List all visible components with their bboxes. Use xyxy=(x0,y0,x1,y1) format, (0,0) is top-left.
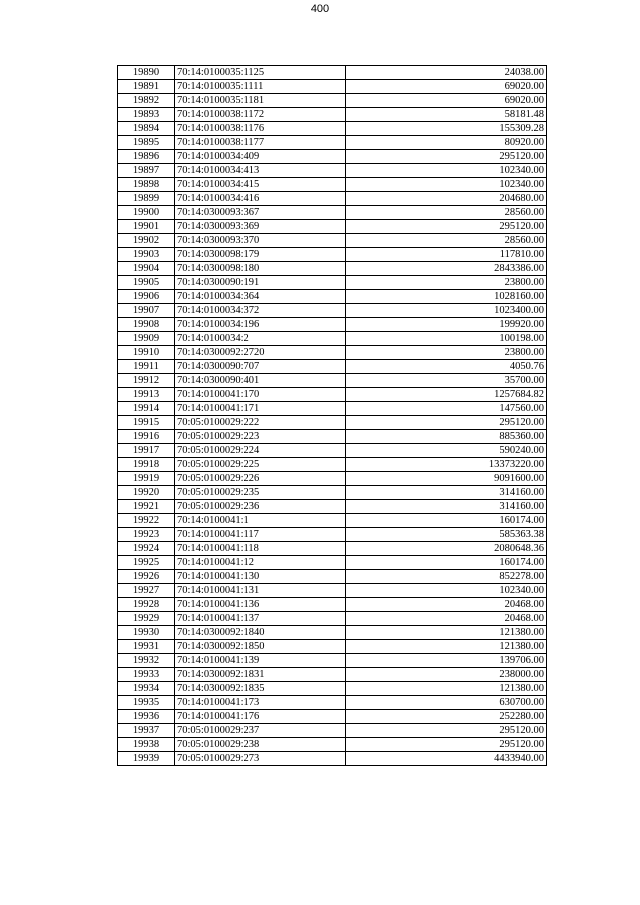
cadastral-value-cell: 852278.00 xyxy=(346,570,547,584)
table-row xyxy=(118,612,547,626)
cadastral-value-cell: 314160.00 xyxy=(346,500,547,514)
cadastral-value-cell: 69020.00 xyxy=(346,80,547,94)
cadastral-number-cell: 70:14:0300090:401 xyxy=(175,374,346,388)
cadastral-number-cell: 70:14:0100041:131 xyxy=(175,584,346,598)
cadastral-value-cell: 121380.00 xyxy=(346,640,547,654)
cadastral-number-cell: 70:14:0100034:413 xyxy=(175,164,346,178)
row-number-cell: 19890 xyxy=(118,66,175,80)
cadastral-value-table xyxy=(117,65,547,766)
row-number-cell: 19913 xyxy=(118,388,175,402)
cadastral-number-cell: 70:05:0100029:226 xyxy=(175,472,346,486)
cadastral-value-cell: 204680.00 xyxy=(346,192,547,206)
cadastral-number-cell: 70:14:0100041:12 xyxy=(175,556,346,570)
row-number-cell: 19894 xyxy=(118,122,175,136)
cadastral-number-cell: 70:14:0300098:180 xyxy=(175,262,346,276)
row-number-cell: 19922 xyxy=(118,514,175,528)
table-row xyxy=(118,444,547,458)
cadastral-value-cell: 160174.00 xyxy=(346,514,547,528)
cadastral-number-cell: 70:14:0300092:1850 xyxy=(175,640,346,654)
cadastral-value-cell: 28560.00 xyxy=(346,234,547,248)
table-row xyxy=(118,430,547,444)
table-row xyxy=(118,276,547,290)
row-number-cell: 19930 xyxy=(118,626,175,640)
cadastral-number-cell: 70:14:0100034:372 xyxy=(175,304,346,318)
cadastral-value-cell: 295120.00 xyxy=(346,738,547,752)
table-row xyxy=(118,136,547,150)
cadastral-number-cell: 70:14:0100041:137 xyxy=(175,612,346,626)
cadastral-number-cell: 70:05:0100029:237 xyxy=(175,724,346,738)
table-row xyxy=(118,94,547,108)
cadastral-value-cell: 58181.48 xyxy=(346,108,547,122)
page-number: 400 xyxy=(310,3,330,15)
cadastral-number-cell: 70:05:0100029:238 xyxy=(175,738,346,752)
table-row xyxy=(118,192,547,206)
table-row xyxy=(118,402,547,416)
cadastral-number-cell: 70:14:0100034:2 xyxy=(175,332,346,346)
cadastral-number-cell: 70:14:0100041:139 xyxy=(175,654,346,668)
row-number-cell: 19892 xyxy=(118,94,175,108)
row-number-cell: 19928 xyxy=(118,598,175,612)
cadastral-number-cell: 70:14:0100038:1176 xyxy=(175,122,346,136)
row-number-cell: 19902 xyxy=(118,234,175,248)
table-row xyxy=(118,654,547,668)
cadastral-number-cell: 70:14:0100041:1 xyxy=(175,514,346,528)
table-row xyxy=(118,486,547,500)
cadastral-value-cell: 199920.00 xyxy=(346,318,547,332)
cadastral-number-cell: 70:05:0100029:225 xyxy=(175,458,346,472)
table-row xyxy=(118,416,547,430)
table-row xyxy=(118,724,547,738)
row-number-cell: 19918 xyxy=(118,458,175,472)
row-number-cell: 19896 xyxy=(118,150,175,164)
table-row xyxy=(118,500,547,514)
cadastral-number-cell: 70:05:0100029:236 xyxy=(175,500,346,514)
row-number-cell: 19916 xyxy=(118,430,175,444)
row-number-cell: 19921 xyxy=(118,500,175,514)
row-number-cell: 19909 xyxy=(118,332,175,346)
cadastral-value-cell: 20468.00 xyxy=(346,598,547,612)
row-number-cell: 19907 xyxy=(118,304,175,318)
table-row xyxy=(118,528,547,542)
table-row xyxy=(118,584,547,598)
cadastral-value-cell: 147560.00 xyxy=(346,402,547,416)
cadastral-number-cell: 70:14:0300092:1831 xyxy=(175,668,346,682)
row-number-cell: 19904 xyxy=(118,262,175,276)
row-number-cell: 19897 xyxy=(118,164,175,178)
cadastral-value-cell: 102340.00 xyxy=(346,584,547,598)
table-row xyxy=(118,248,547,262)
table-row xyxy=(118,220,547,234)
table-row xyxy=(118,164,547,178)
table-row xyxy=(118,122,547,136)
row-number-cell: 19899 xyxy=(118,192,175,206)
cadastral-number-cell: 70:14:0100035:1181 xyxy=(175,94,346,108)
cadastral-value-cell: 23800.00 xyxy=(346,346,547,360)
row-number-cell: 19893 xyxy=(118,108,175,122)
cadastral-number-cell: 70:14:0100034:409 xyxy=(175,150,346,164)
cadastral-value-cell: 100198.00 xyxy=(346,332,547,346)
cadastral-number-cell: 70:14:0300093:367 xyxy=(175,206,346,220)
cadastral-value-cell: 20468.00 xyxy=(346,612,547,626)
cadastral-value-cell: 69020.00 xyxy=(346,94,547,108)
row-number-cell: 19927 xyxy=(118,584,175,598)
table-row xyxy=(118,514,547,528)
cadastral-value-cell: 1028160.00 xyxy=(346,290,547,304)
table-row xyxy=(118,752,547,766)
cadastral-number-cell: 70:14:0100038:1177 xyxy=(175,136,346,150)
cadastral-value-cell: 121380.00 xyxy=(346,626,547,640)
row-number-cell: 19900 xyxy=(118,206,175,220)
table-row xyxy=(118,542,547,556)
row-number-cell: 19898 xyxy=(118,178,175,192)
cadastral-value-cell: 2080648.36 xyxy=(346,542,547,556)
row-number-cell: 19891 xyxy=(118,80,175,94)
cadastral-value-cell: 314160.00 xyxy=(346,486,547,500)
row-number-cell: 19923 xyxy=(118,528,175,542)
cadastral-value-cell: 590240.00 xyxy=(346,444,547,458)
row-number-cell: 19935 xyxy=(118,696,175,710)
table-row xyxy=(118,710,547,724)
cadastral-value-cell: 295120.00 xyxy=(346,724,547,738)
cadastral-number-cell: 70:14:0100041:117 xyxy=(175,528,346,542)
cadastral-number-cell: 70:14:0100038:1172 xyxy=(175,108,346,122)
row-number-cell: 19905 xyxy=(118,276,175,290)
table-row xyxy=(118,318,547,332)
cadastral-value-cell: 23800.00 xyxy=(346,276,547,290)
table-row xyxy=(118,556,547,570)
table-row xyxy=(118,738,547,752)
cadastral-value-cell: 295120.00 xyxy=(346,416,547,430)
cadastral-value-cell: 295120.00 xyxy=(346,220,547,234)
cadastral-value-cell: 28560.00 xyxy=(346,206,547,220)
table-row xyxy=(118,290,547,304)
row-number-cell: 19915 xyxy=(118,416,175,430)
cadastral-value-cell: 102340.00 xyxy=(346,178,547,192)
table-row xyxy=(118,696,547,710)
cadastral-value-cell: 4433940.00 xyxy=(346,752,547,766)
row-number-cell: 19932 xyxy=(118,654,175,668)
row-number-cell: 19910 xyxy=(118,346,175,360)
row-number-cell: 19934 xyxy=(118,682,175,696)
row-number-cell: 19906 xyxy=(118,290,175,304)
cadastral-number-cell: 70:14:0300093:370 xyxy=(175,234,346,248)
cadastral-value-cell: 1257684.82 xyxy=(346,388,547,402)
cadastral-value-cell: 80920.00 xyxy=(346,136,547,150)
cadastral-number-cell: 70:14:0100041:136 xyxy=(175,598,346,612)
cadastral-value-cell: 117810.00 xyxy=(346,248,547,262)
table-row xyxy=(118,640,547,654)
table-row xyxy=(118,374,547,388)
table-row xyxy=(118,178,547,192)
cadastral-value-cell: 238000.00 xyxy=(346,668,547,682)
cadastral-number-cell: 70:14:0100035:1125 xyxy=(175,66,346,80)
row-number-cell: 19939 xyxy=(118,752,175,766)
cadastral-value-cell: 24038.00 xyxy=(346,66,547,80)
row-number-cell: 19933 xyxy=(118,668,175,682)
cadastral-value-cell: 4050.76 xyxy=(346,360,547,374)
cadastral-value-cell: 9091600.00 xyxy=(346,472,547,486)
table-row xyxy=(118,108,547,122)
row-number-cell: 19920 xyxy=(118,486,175,500)
row-number-cell: 19912 xyxy=(118,374,175,388)
table-row xyxy=(118,472,547,486)
row-number-cell: 19938 xyxy=(118,738,175,752)
cadastral-number-cell: 70:14:0100034:416 xyxy=(175,192,346,206)
row-number-cell: 19924 xyxy=(118,542,175,556)
cadastral-number-cell: 70:14:0100035:1111 xyxy=(175,80,346,94)
table-row xyxy=(118,682,547,696)
cadastral-number-cell: 70:14:0300098:179 xyxy=(175,248,346,262)
cadastral-number-cell: 70:05:0100029:222 xyxy=(175,416,346,430)
cadastral-number-cell: 70:14:0300093:369 xyxy=(175,220,346,234)
table-row xyxy=(118,626,547,640)
table-row xyxy=(118,150,547,164)
cadastral-number-cell: 70:14:0100041:170 xyxy=(175,388,346,402)
cadastral-number-cell: 70:05:0100029:235 xyxy=(175,486,346,500)
cadastral-number-cell: 70:14:0100041:171 xyxy=(175,402,346,416)
row-number-cell: 19903 xyxy=(118,248,175,262)
table-row xyxy=(118,458,547,472)
table-row xyxy=(118,570,547,584)
table-row xyxy=(118,346,547,360)
table-row xyxy=(118,262,547,276)
cadastral-value-cell: 885360.00 xyxy=(346,430,547,444)
row-number-cell: 19901 xyxy=(118,220,175,234)
cadastral-number-cell: 70:14:0100041:130 xyxy=(175,570,346,584)
cadastral-value-cell: 155309.28 xyxy=(346,122,547,136)
cadastral-number-cell: 70:14:0300090:191 xyxy=(175,276,346,290)
row-number-cell: 19908 xyxy=(118,318,175,332)
cadastral-number-cell: 70:14:0100034:415 xyxy=(175,178,346,192)
table-row xyxy=(118,598,547,612)
row-number-cell: 19917 xyxy=(118,444,175,458)
cadastral-number-cell: 70:14:0100041:176 xyxy=(175,710,346,724)
cadastral-value-cell: 160174.00 xyxy=(346,556,547,570)
cadastral-value-cell: 630700.00 xyxy=(346,696,547,710)
cadastral-number-cell: 70:05:0100029:273 xyxy=(175,752,346,766)
row-number-cell: 19914 xyxy=(118,402,175,416)
table-row xyxy=(118,206,547,220)
cadastral-number-cell: 70:14:0300092:1835 xyxy=(175,682,346,696)
row-number-cell: 19931 xyxy=(118,640,175,654)
row-number-cell: 19919 xyxy=(118,472,175,486)
cadastral-value-cell: 2843386.00 xyxy=(346,262,547,276)
row-number-cell: 19929 xyxy=(118,612,175,626)
row-number-cell: 19926 xyxy=(118,570,175,584)
table-row xyxy=(118,668,547,682)
cadastral-value-cell: 252280.00 xyxy=(346,710,547,724)
cadastral-number-cell: 70:14:0300092:2720 xyxy=(175,346,346,360)
cadastral-value-cell: 1023400.00 xyxy=(346,304,547,318)
cadastral-number-cell: 70:14:0300090:707 xyxy=(175,360,346,374)
cadastral-number-cell: 70:14:0100034:196 xyxy=(175,318,346,332)
cadastral-value-cell: 585363.38 xyxy=(346,528,547,542)
row-number-cell: 19925 xyxy=(118,556,175,570)
table-body xyxy=(118,66,547,766)
row-number-cell: 19895 xyxy=(118,136,175,150)
cadastral-value-cell: 13373220.00 xyxy=(346,458,547,472)
row-number-cell: 19911 xyxy=(118,360,175,374)
cadastral-number-cell: 70:14:0100041:173 xyxy=(175,696,346,710)
table-row xyxy=(118,234,547,248)
cadastral-value-cell: 139706.00 xyxy=(346,654,547,668)
row-number-cell: 19936 xyxy=(118,710,175,724)
cadastral-value-cell: 35700.00 xyxy=(346,374,547,388)
cadastral-value-cell: 102340.00 xyxy=(346,164,547,178)
table-row xyxy=(118,304,547,318)
cadastral-value-cell: 295120.00 xyxy=(346,150,547,164)
cadastral-number-cell: 70:14:0300092:1840 xyxy=(175,626,346,640)
table-row xyxy=(118,80,547,94)
cadastral-number-cell: 70:14:0100034:364 xyxy=(175,290,346,304)
cadastral-number-cell: 70:05:0100029:223 xyxy=(175,430,346,444)
table-row xyxy=(118,360,547,374)
table-row xyxy=(118,66,547,80)
cadastral-number-cell: 70:05:0100029:224 xyxy=(175,444,346,458)
cadastral-value-cell: 121380.00 xyxy=(346,682,547,696)
row-number-cell: 19937 xyxy=(118,724,175,738)
table-row xyxy=(118,388,547,402)
cadastral-number-cell: 70:14:0100041:118 xyxy=(175,542,346,556)
table-row xyxy=(118,332,547,346)
